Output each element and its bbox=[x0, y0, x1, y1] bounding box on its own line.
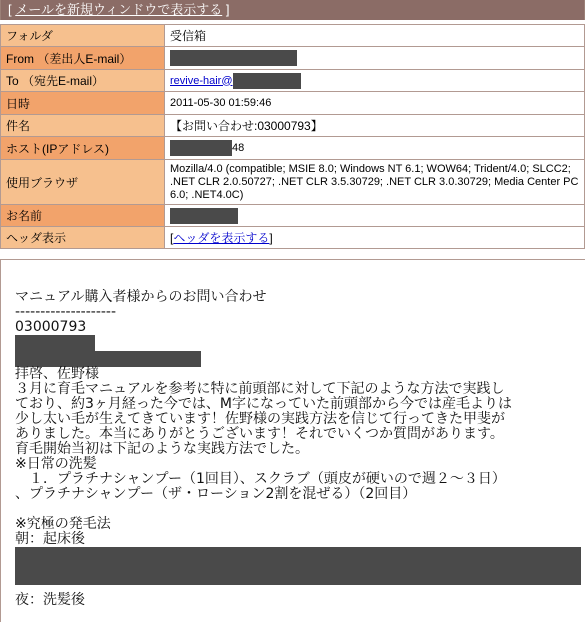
body-heading: マニュアル購入者様からのお問い合わせ bbox=[15, 289, 267, 305]
body-paragraph-line-3: 少し太い毛が生えてきています！佐野様の実践方法を信じて行ってきた甲斐が bbox=[15, 411, 505, 427]
meta-row-browser bbox=[1, 160, 585, 205]
body-blank-small bbox=[15, 585, 583, 593]
folder-label: フォルダ bbox=[1, 25, 165, 47]
show-header-link[interactable]: ヘッダを表示する bbox=[173, 231, 270, 245]
meta-row-folder bbox=[1, 25, 585, 47]
from-value bbox=[165, 47, 585, 70]
mail-meta-table bbox=[0, 24, 585, 249]
mail-body-pane[interactable] bbox=[0, 259, 585, 622]
body-greeting: 拝啓、佐野様 bbox=[15, 366, 99, 382]
folder-value: 受信箱 bbox=[165, 25, 585, 47]
header-bracket-close: ] bbox=[269, 231, 273, 245]
meta-row-from bbox=[1, 47, 585, 70]
body-inquiry-id: 03000793 bbox=[15, 319, 87, 335]
body-paragraph-line-5: 育毛開始当初は下記のような実践方法でした。 bbox=[15, 441, 309, 457]
browser-label: 使用ブラウザ bbox=[1, 160, 165, 205]
host-redaction bbox=[170, 140, 232, 156]
body-redaction-1 bbox=[15, 335, 95, 351]
to-email-link[interactable]: revive-hair@ bbox=[170, 74, 233, 87]
name-label: お名前 bbox=[1, 205, 165, 227]
title-bar bbox=[0, 0, 585, 20]
host-label: ホスト(IPアドレス) bbox=[1, 137, 165, 160]
name-value bbox=[165, 205, 585, 227]
header-label: ヘッダ表示 bbox=[1, 227, 165, 249]
browser-value: Mozilla/4.0 (compatible; MSIE 8.0; Windows NT 6.1; WOW64; Trident/4.0; SLCC2; .NET CLR 2.0.50727; .NET CLR 3.5.30729; .NET CLR 3.0.30729; Media Center PC 6.0; .NET4.0C) bbox=[165, 160, 585, 205]
open-in-new-window-link[interactable]: メールを新規ウィンドウで表示する bbox=[15, 2, 223, 17]
to-label: To （宛先E-mail） bbox=[1, 70, 165, 92]
body-redaction-2-row bbox=[15, 351, 583, 367]
meta-row-subject bbox=[1, 115, 585, 137]
body-night: 夜：洗髪後 bbox=[15, 592, 85, 608]
body-paragraph-line-2: ており、約3ヶ月経った今では、M字になっていた前頭部から今では産毛よりは bbox=[15, 396, 512, 412]
body-morning: 朝：起床後 bbox=[15, 531, 85, 547]
body-wash-step-1: １．プラチナシャンプー（1回目）、スクラブ（頭皮が硬いので週２〜３日） bbox=[15, 471, 506, 487]
host-value-suffix: 48 bbox=[232, 142, 245, 155]
date-value: 2011-05-30 01:59:46 bbox=[165, 92, 585, 115]
body-redaction-3-row bbox=[15, 547, 583, 585]
body-redaction-2 bbox=[15, 351, 201, 367]
to-value bbox=[165, 70, 585, 92]
from-redaction bbox=[170, 50, 297, 66]
body-wash-step-2: 、プラチナシャンプー（ザ・ローション2割を混ぜる）（2回目） bbox=[15, 486, 417, 502]
meta-row-host bbox=[1, 137, 585, 160]
meta-row-date bbox=[1, 92, 585, 115]
body-paragraph-line-4: ありました。本当にありがとうございます！それでいくつか質問があります。 bbox=[15, 426, 504, 442]
body-redaction-1-row bbox=[15, 335, 583, 351]
title-bracket-open: [ bbox=[8, 2, 12, 17]
from-label: From （差出人E-mail） bbox=[1, 47, 165, 70]
subject-label: 件名 bbox=[1, 115, 165, 137]
subject-value: 【お問い合わせ:03000793】 bbox=[165, 115, 585, 137]
mail-body-text bbox=[15, 290, 583, 608]
title-bracket-close: ] bbox=[225, 2, 230, 17]
name-redaction bbox=[170, 208, 238, 224]
body-wash-heading: ※日常の洗髪 bbox=[15, 456, 97, 472]
host-value bbox=[165, 137, 585, 160]
meta-row-header bbox=[1, 227, 585, 249]
body-redaction-3 bbox=[15, 547, 581, 585]
to-redaction bbox=[233, 73, 301, 89]
meta-row-name bbox=[1, 205, 585, 227]
header-value bbox=[165, 227, 585, 249]
body-blank-line bbox=[15, 502, 583, 517]
body-divider: -------------------- bbox=[15, 304, 117, 320]
body-paragraph-line-1: ３月に育毛マニュアルを参考に特に前頭部に対して下記のような方法で実践し bbox=[15, 381, 505, 397]
date-label: 日時 bbox=[1, 92, 165, 115]
body-method-heading: ※究極の発毛法 bbox=[15, 516, 111, 532]
meta-row-to bbox=[1, 70, 585, 92]
header-bracket-open: [ bbox=[170, 231, 174, 245]
